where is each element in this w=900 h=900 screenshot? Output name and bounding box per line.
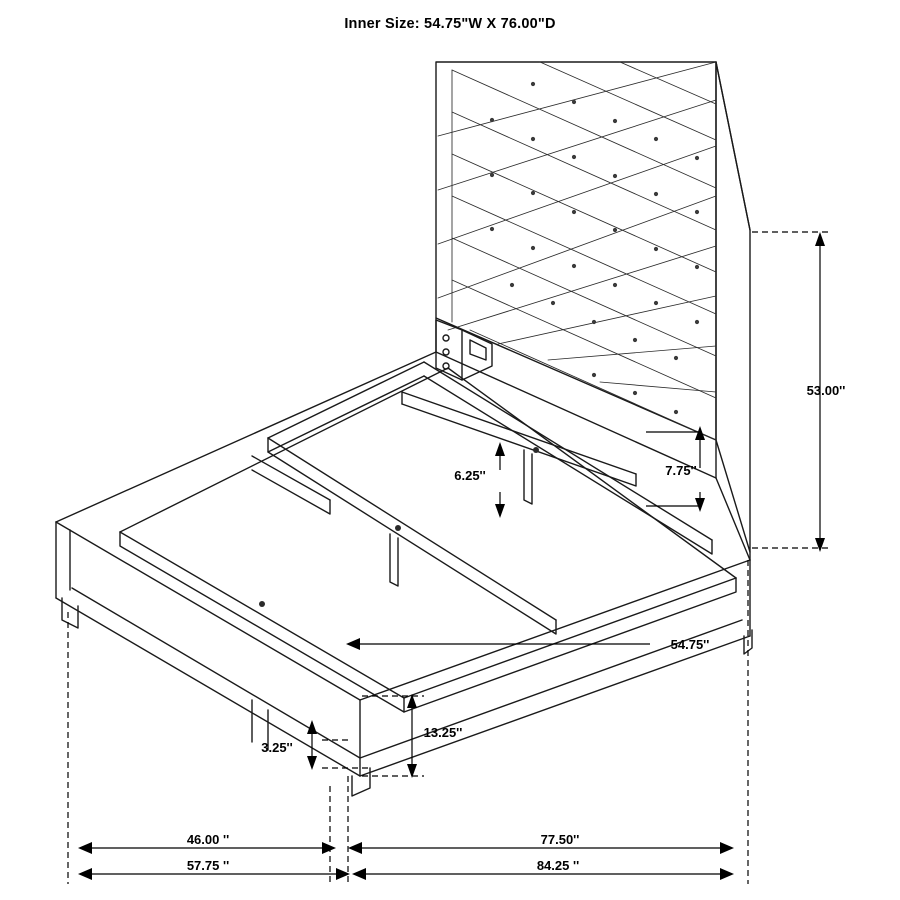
dimension-label-headboard-clearance: 7.75'' xyxy=(665,463,697,478)
arrowhead-84-25-right xyxy=(720,868,734,880)
inner-rail-left-thickness xyxy=(120,532,404,712)
headboard-side-face xyxy=(716,62,750,552)
rail-top-left-back xyxy=(56,352,436,522)
cross-slat-head-thickness xyxy=(402,404,636,486)
rail-top-front-right xyxy=(360,560,750,700)
arrowhead-54-75 xyxy=(346,638,360,650)
arrowhead-46-right xyxy=(322,842,336,854)
arrowhead-84-25-left xyxy=(352,868,366,880)
inner-rail-back-left xyxy=(120,368,448,532)
arrowhead-height-top xyxy=(815,232,825,246)
center-support-right xyxy=(424,362,712,540)
rail-corner-right xyxy=(716,478,750,560)
bed-outline-group xyxy=(56,62,752,796)
arrowhead-3-25-bottom xyxy=(307,756,317,770)
arrowhead-77-5-right xyxy=(720,842,734,854)
dimension-label-inner-width: 54.75'' xyxy=(670,637,710,652)
center-support-diagonal-thickness xyxy=(268,452,556,634)
dimension-label-rail-height: 13.25'' xyxy=(423,725,463,740)
cross-slat-mid-thickness xyxy=(252,470,330,514)
dimension-label-height-overall: 53.00'' xyxy=(806,383,846,398)
cross-slat-mid xyxy=(252,456,330,500)
dimension-label-overall-side: 84.25 '' xyxy=(536,858,580,873)
rail-bottom-front-left xyxy=(56,598,360,776)
center-support-upper xyxy=(268,362,424,438)
dimension-label-depth-front: 46.00 '' xyxy=(186,832,230,847)
arrowhead-77-5-left xyxy=(348,842,362,854)
center-leg-2 xyxy=(524,450,532,504)
arrowhead-6-25-top xyxy=(495,442,505,456)
arrowhead-7-75-bottom xyxy=(695,498,705,512)
inner-rail-left xyxy=(120,532,404,698)
dimension-label-overall-front: 57.75 '' xyxy=(186,858,230,873)
center-leg-1 xyxy=(390,534,398,586)
rail-inner-lip-left xyxy=(72,588,360,758)
projection-lines-bottom xyxy=(68,560,748,884)
tufting-pattern xyxy=(438,62,716,440)
dimension-label-leg-height: 3.25'' xyxy=(261,740,293,755)
arrowhead-6-25-bottom xyxy=(495,504,505,518)
page-title: Inner Size: 54.75"W X 76.00"D xyxy=(344,16,556,32)
dimension-label-depth-side: 77.50'' xyxy=(540,832,580,847)
center-support-upper-thickness xyxy=(268,376,424,452)
arrowhead-7-75-top xyxy=(695,426,705,440)
arrowhead-46-left xyxy=(78,842,92,854)
center-support-diagonal xyxy=(268,438,556,620)
dimension-label-slat-height: 6.25'' xyxy=(454,468,486,483)
tuft-buttons xyxy=(490,82,699,414)
headboard-top-edge xyxy=(716,62,750,230)
arrowhead-57-75-left xyxy=(78,868,92,880)
rail-top-front-left xyxy=(56,522,360,700)
arrowhead-height-bottom xyxy=(815,538,825,552)
rail-top-right-back xyxy=(436,352,716,478)
headboard-bracket xyxy=(436,320,492,380)
cross-slat-head xyxy=(402,392,636,474)
extension-lines-3-25 xyxy=(322,740,368,768)
